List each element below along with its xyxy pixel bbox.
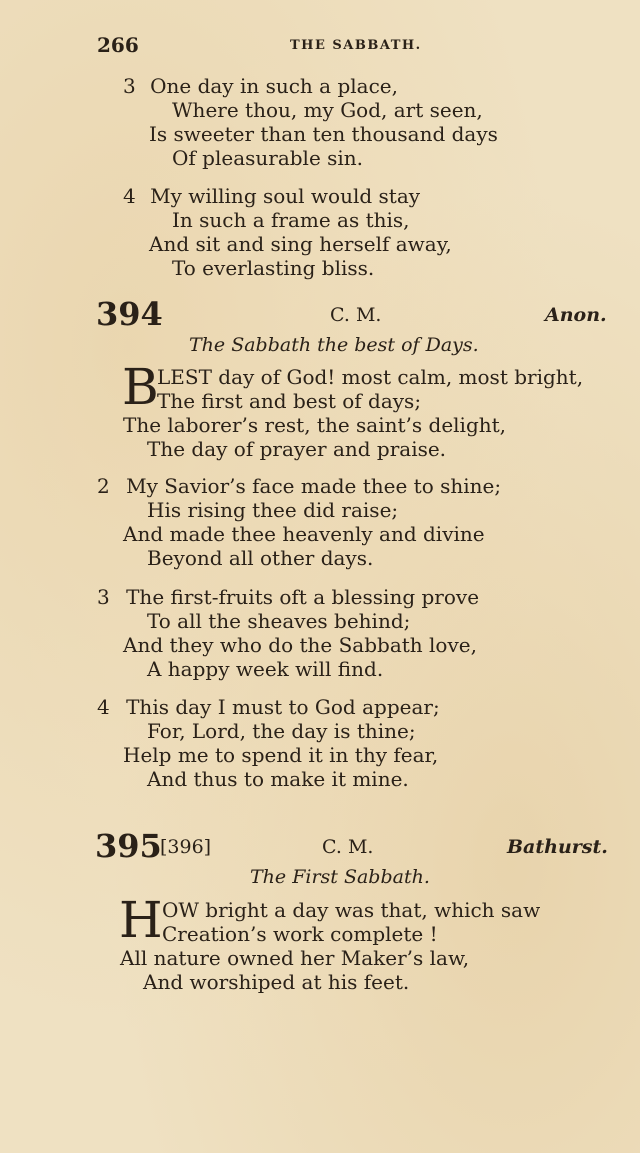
verse-line: Of pleasurable sin. (172, 146, 364, 170)
drop-cap: B (122, 358, 159, 416)
verse-text: The first-fruits oft a blessing prove (126, 585, 480, 609)
verse-line: For, Lord, the day is thine; (147, 719, 416, 743)
verse-line: All nature owned her Maker’s law, (120, 946, 470, 970)
verse-line (97, 695, 440, 719)
verse-line: His rising thee did raise; (147, 498, 399, 522)
hymn-alt-number: [396] (160, 836, 212, 858)
verse-line: Help me to spend it in thy fear, (123, 743, 439, 767)
verse-line (123, 74, 398, 98)
verse-text: My Savior’s face made thee to shine; (126, 474, 502, 498)
verse-line: The laborer’s rest, the saint’s delight, (123, 413, 507, 437)
verse-text: One day in such a place, (150, 74, 398, 98)
verse-line (123, 184, 420, 208)
verse-line: Creation’s work complete ! (162, 922, 438, 946)
hymn-tune: Anon. (545, 304, 607, 326)
verse-number: 4 (123, 184, 136, 208)
verse-line: And they who do the Sabbath love, (123, 633, 477, 657)
verse-line: OW bright a day was that, which saw (162, 898, 541, 922)
hymn-number: 394 (96, 295, 163, 333)
hymn-meter: C. M. (322, 836, 374, 858)
verse-number: 3 (97, 585, 110, 609)
verse-line: The first and best of days; (157, 389, 422, 413)
verse-line: In such a frame as this, (172, 208, 410, 232)
hymn-meter: C. M. (330, 304, 382, 326)
running-head: THE SABBATH. (290, 38, 422, 53)
verse-line: Beyond all other days. (147, 546, 374, 570)
verse-number: 3 (123, 74, 136, 98)
drop-cap: H (119, 891, 163, 949)
verse-line: The day of prayer and praise. (147, 437, 447, 461)
verse-line: To everlasting bliss. (172, 256, 375, 280)
verse-line: A happy week will find. (147, 657, 384, 681)
page-number: 266 (97, 33, 139, 57)
verse-line (97, 474, 501, 498)
verse-text: This day I must to God appear; (126, 695, 440, 719)
verse-line (97, 585, 479, 609)
verse-line: And made thee heavenly and divine (123, 522, 485, 546)
hymn-number: 395 (95, 827, 162, 865)
hymn-tune: Bathurst. (507, 836, 608, 858)
verse-number: 4 (97, 695, 110, 719)
verse-line: And thus to make it mine. (147, 767, 409, 791)
verse-text: My willing soul would stay (150, 184, 421, 208)
verse-line: LEST day of God! most calm, most bright, (157, 365, 584, 389)
hymn-title: The First Sabbath. (250, 866, 430, 888)
hymn-title: The Sabbath the best of Days. (189, 334, 479, 356)
verse-number: 2 (97, 474, 110, 498)
verse-line: And worshiped at his feet. (143, 970, 410, 994)
verse-line: And sit and sing herself away, (149, 232, 452, 256)
verse-line: Is sweeter than ten thousand days (149, 122, 498, 146)
verse-line: Where thou, my God, art seen, (172, 98, 483, 122)
verse-line: To all the sheaves behind; (147, 609, 411, 633)
